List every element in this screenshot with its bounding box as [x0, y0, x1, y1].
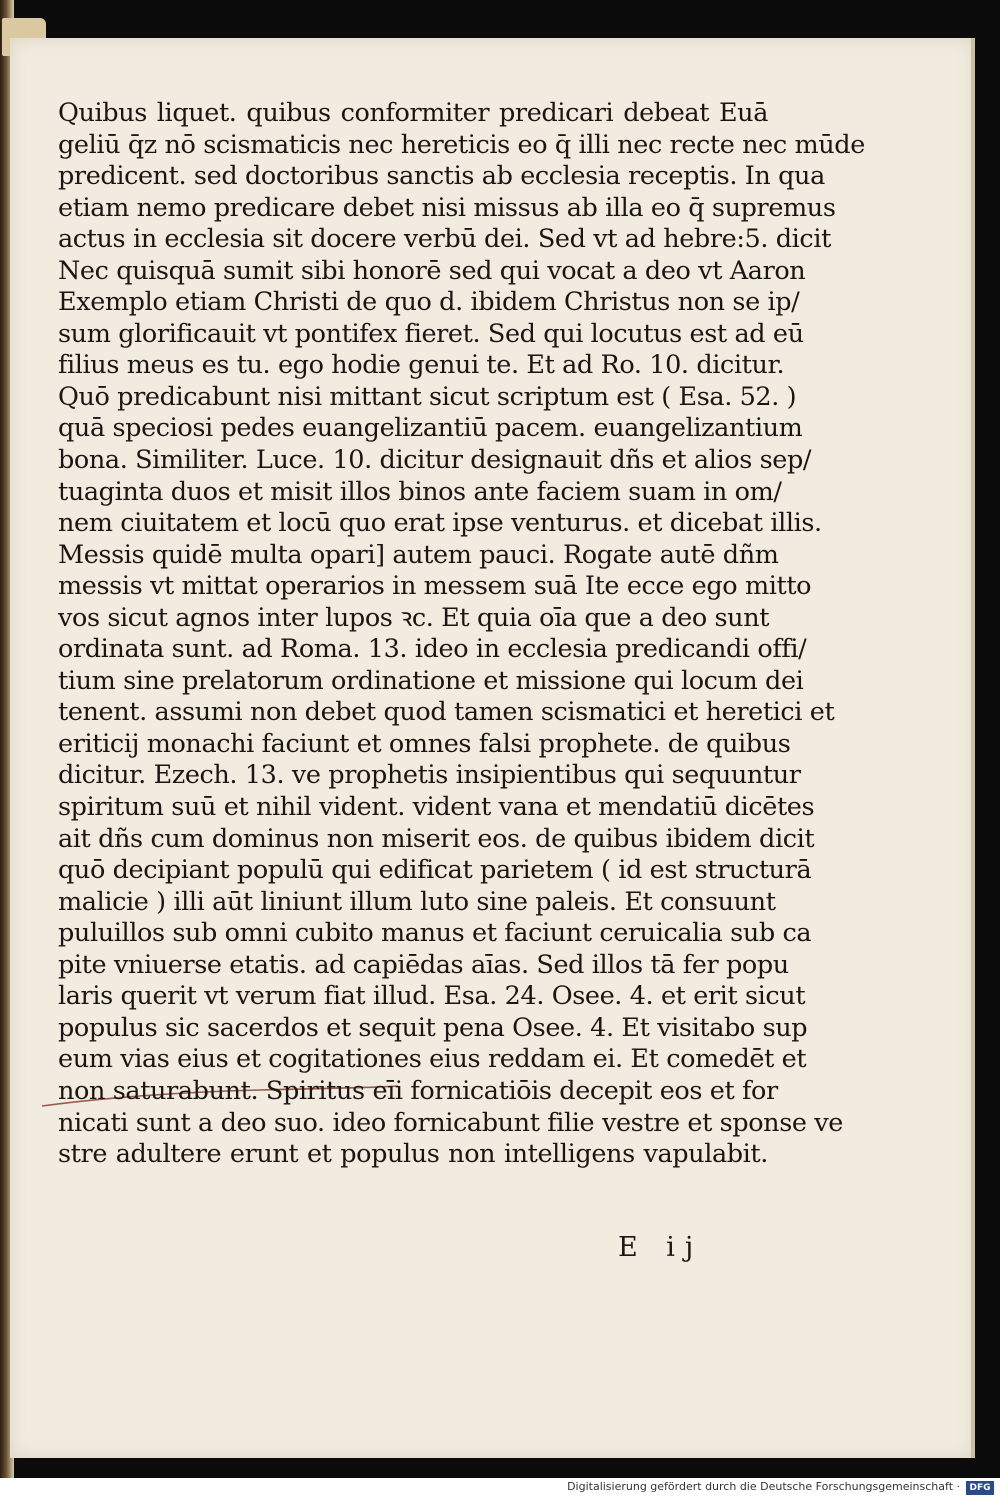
text-line: etiam nemo predicare debet nisi missus ab illa eo q̄ supremus	[58, 192, 836, 223]
text-line: dicitur. Ezech. 13. ve prophetis insipientibus qui sequuntur	[58, 760, 801, 791]
footer-credit: Digitalisierung gefördert durch die Deutsche Forschungsgemeinschaft ·	[567, 1480, 960, 1493]
text-line: tenent. assumi non debet quod tamen scismatici et heretici et	[58, 697, 835, 728]
text-line: Quō predicabunt nisi mittant sicut scriptum est ( Esa. 52. )	[58, 381, 797, 412]
text-line: nem ciuitatem et locū quo erat ipse venturus. et dicebat illis.	[58, 508, 822, 539]
text-line: populus sic sacerdos et sequit pena Osee. 4. Et visitabo sup	[58, 1012, 808, 1043]
text-line: malicie ) illi aūt liniunt illum luto sine paleis. Et consuunt	[58, 886, 776, 917]
text-line: eriticij monachi faciunt et omnes falsi prophete. de quibus	[58, 728, 791, 759]
dfg-logo: DFG	[966, 1481, 994, 1495]
text-line: tium sine prelatorum ordinatione et missione qui locum dei	[58, 665, 804, 696]
text-line: quō decipiant populū qui edificat parietem ( id est structurā	[58, 855, 812, 886]
text-line: Messis quidē multa opari] autem pauci. Rogate autē dñm	[58, 539, 779, 570]
text-line: Quibus liquet. quibus conformiter predicari debeat Euā	[58, 98, 768, 128]
text-line: nicati sunt a deo suo. ideo fornicabunt filie vestre et sponse ve	[58, 1107, 843, 1138]
text-line: actus in ecclesia sit docere verbū dei. Sed vt ad hebre:5. dicit	[58, 224, 831, 255]
text-line: sum glorificauit vt pontifex fieret. Sed qui locutus est ad eū	[58, 318, 804, 349]
signature-mark: E ij	[618, 1232, 704, 1263]
page-edge	[971, 38, 975, 1458]
text-line: predicent. sed doctoribus sanctis ab ecclesia receptis. In qua	[58, 161, 825, 192]
text-line: ait dñs cum dominus non miserit eos. de quibus ibidem dicit	[58, 823, 815, 854]
text-line: Exemplo etiam Christi de quo d. ibidem Christus non se ip/	[58, 287, 800, 318]
text-line: spiritum suū et nihil vident. vident vana et mendatiū dicētes	[58, 792, 815, 823]
text-line: eum vias eius et cogitationes eius reddam ei. Et comedēt et	[58, 1044, 807, 1075]
text-line: laris querit vt verum fiat illud. Esa. 24. Osee. 4. et erit sicut	[58, 981, 806, 1012]
text-line: quā speciosi pedes euangelizantiū pacem. euangelizantium	[58, 413, 803, 444]
footer-bar	[0, 1478, 1000, 1498]
text-line: bona. Similiter. Luce. 10. dicitur designauit dñs et alios sep/	[58, 445, 812, 476]
text-line: vos sicut agnos inter lupos ꝛc. Et quia oīa que a deo sunt	[58, 602, 770, 633]
text-line: tuaginta duos et misit illos binos ante faciem suam in om/	[58, 476, 782, 507]
text-line: puluillos sub omni cubito manus et faciunt ceruicalia sub ca	[58, 918, 812, 949]
text-line: stre adultere erunt et populus non intelligens vapulabit.	[58, 1139, 768, 1170]
text-line: non saturabunt. Spiritus eīi fornicatiōis decepit eos et for	[58, 1075, 778, 1106]
text-line: ordinata sunt. ad Roma. 13. ideo in ecclesia predicandi offi/	[58, 634, 807, 665]
text-line: messis vt mittat operarios in messem suā Ite ecce ego mitto	[58, 571, 812, 602]
text-line: Nec quisquā sumit sibi honorē sed qui vocat a deo vt Aaron	[58, 255, 806, 286]
text-line: geliū q̄z nō scismaticis nec hereticis eo q̄ illi nec recte nec mūde	[58, 129, 865, 160]
text-line: filius meus es tu. ego hodie genui te. Et ad Ro. 10. dicitur.	[58, 350, 785, 381]
text-line: pite vniuerse etatis. ad capiēdas aīas. Sed illos tā fer popu	[58, 949, 789, 980]
page-text-block	[58, 98, 865, 1171]
